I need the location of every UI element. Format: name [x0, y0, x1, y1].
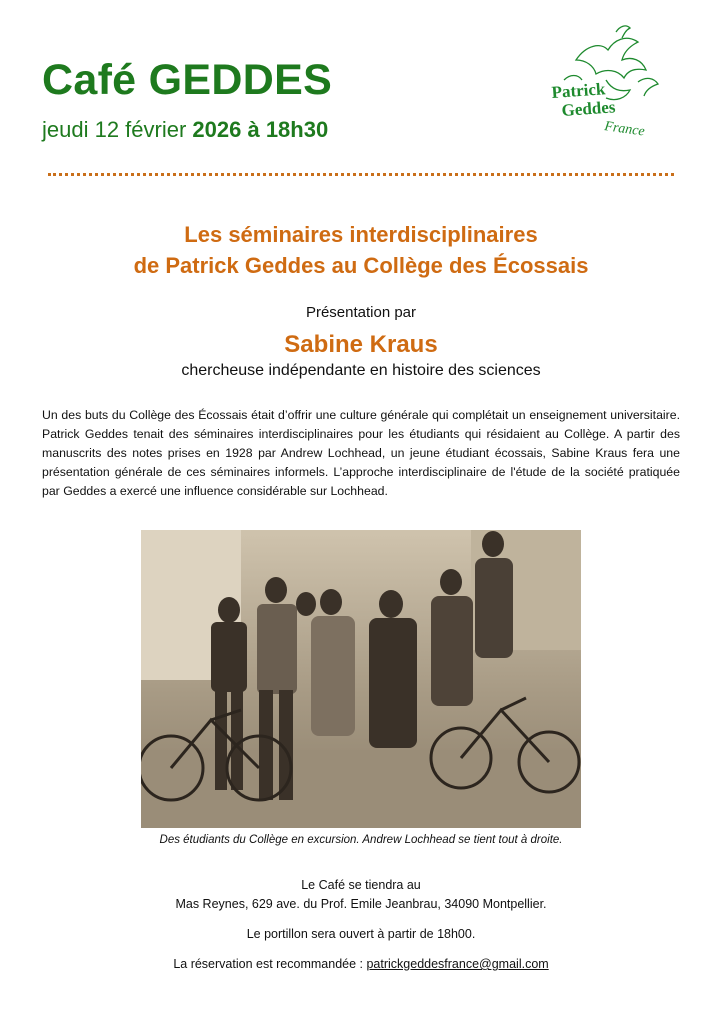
date-prefix: jeudi 12 février [42, 117, 193, 142]
event-title-line1: Les séminaires interdisciplinaires [184, 222, 538, 247]
patrick-geddes-france-logo [546, 20, 668, 150]
logo-line1: Patrick [550, 79, 606, 102]
gate-opening: Le portillon sera ouvert à partir de 18h00. [246, 927, 476, 941]
photo-caption: Des étudiants du Collège en excursion. Andrew Lochhead se tient tout à droite. [159, 834, 563, 846]
event-date [42, 117, 328, 143]
email-link[interactable]: patrickgeddesfrance@gmail.com [366, 957, 549, 971]
logo-line3: France [603, 119, 646, 140]
logo-line2: Geddes [560, 97, 616, 120]
venue-address: Mas Reynes, 629 ave. du Prof. Emile Jeanbrau, 34090 Montpellier. [175, 897, 547, 911]
venue-intro: Le Café se tiendra au [301, 878, 421, 892]
presented-by: Présentation par [305, 304, 417, 321]
speaker-role: chercheuse indépendante en histoire des sciences [181, 362, 541, 379]
description-paragraph-1: Un des buts du Collège des Écossais était d’offrir une culture générale qui complétait un enseignement universitaire. Patrick Geddes tenait des séminaires interdisciplinaires pour les étudiants qui résidaient au Collège. [42, 408, 680, 441]
date-time: 2026 à 18h30 [192, 117, 329, 142]
page-title: Café GEDDES [42, 56, 333, 104]
description-paragraph-2: A partir des manuscrits des notes prises en 1928 par Andrew Lochhead, un jeune étudiant écossais, Sabine Kraus fera une présentation générale de ces séminaires informels. L’approche interdisciplinaire de l'étude de la société pratiquée par Geddes a exercé une influence considérable sur Lochhead. [42, 427, 680, 498]
students-photo [141, 530, 581, 828]
description [42, 406, 680, 501]
reservation-label: La réservation est recommandée : [173, 957, 367, 971]
event-title-line2: de Patrick Geddes au Collège des Écossais [133, 253, 589, 278]
speaker-name: Sabine Kraus [284, 331, 438, 358]
reservation-line [0, 957, 722, 971]
dotted-separator [48, 173, 674, 176]
